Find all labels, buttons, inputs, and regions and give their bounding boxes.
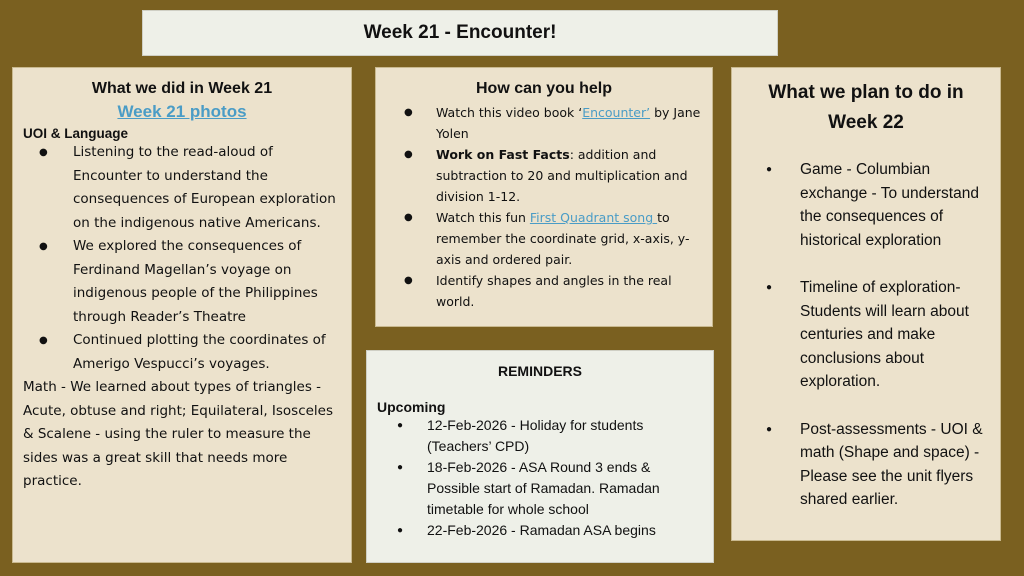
encounter-video-link[interactable]: Encounter’ bbox=[582, 105, 651, 120]
list-item bbox=[386, 102, 702, 144]
list-item: ● Listening to the read-aloud of Encounter to understand the consequences of European exploration on the indigenous native Americans. bbox=[23, 141, 341, 235]
reminders-list bbox=[377, 415, 703, 541]
help-item-text: Watch this video book ‘ bbox=[436, 105, 583, 120]
help-panel bbox=[375, 67, 713, 327]
list-item: ● Game - Columbian exchange - To understand the consequences of historical exploration bbox=[744, 158, 988, 252]
help-item-text: Watch this fun bbox=[436, 210, 530, 225]
plan-list bbox=[744, 158, 988, 512]
plan-panel bbox=[731, 67, 1001, 541]
math-paragraph: Math - We learned about types of triangles - Acute, obtuse and right; Equilateral, Isosceles & Scalene - using the ruler to measure the sides was a great skill that needs more practice. bbox=[23, 379, 334, 489]
week21-photos-link[interactable]: Week 21 photos bbox=[117, 102, 247, 121]
help-item-text: by Jane Yolen bbox=[436, 105, 701, 141]
list-item bbox=[386, 144, 702, 207]
help-heading: How can you help bbox=[475, 80, 612, 97]
title-banner bbox=[142, 10, 778, 56]
help-item-text: to remember the coordinate grid, x-axis, y-axis and ordered pair. bbox=[436, 210, 690, 267]
week21-panel bbox=[12, 67, 352, 563]
reminders-panel bbox=[366, 350, 714, 563]
plan-heading: What we plan to do in Week 22 bbox=[768, 82, 964, 133]
list-item: ● 22-Feb-2026 - Ramadan ASA begins bbox=[377, 520, 703, 541]
uoi-language-subheading: UOI & Language bbox=[23, 126, 129, 141]
list-item: ● 12-Feb-2026 - Holiday for students (Teachers’ CPD) bbox=[377, 415, 703, 457]
upcoming-label: Upcoming bbox=[377, 399, 446, 415]
list-item: ● Timeline of exploration- Students will learn about centuries and make conclusions about exploration. bbox=[744, 276, 988, 394]
help-list bbox=[386, 102, 702, 312]
list-item: ● Continued plotting the coordinates of Amerigo Vespucci’s voyages. bbox=[23, 329, 341, 376]
list-item: ● Identify shapes and angles in the real world. bbox=[386, 270, 702, 312]
list-item: ● 18-Feb-2026 - ASA Round 3 ends & Possible start of Ramadan. Ramadan timetable for whole school bbox=[377, 457, 703, 520]
fast-facts-label: Work on Fast Facts bbox=[436, 147, 570, 162]
list-item: ● Post-assessments - UOI & math (Shape and space) - Please see the unit flyers shared earlier. bbox=[744, 418, 988, 512]
help-item-text: : addition and subtraction to 20 and multiplication and division 1-12. bbox=[436, 147, 688, 204]
week21-heading: What we did in Week 21 bbox=[91, 80, 273, 97]
list-item bbox=[386, 207, 702, 270]
reminders-heading: REMINDERS bbox=[497, 363, 582, 379]
list-item: ● We explored the consequences of Ferdinand Magellan’s voyage on indigenous people of the Philippines through Reader’s Theatre bbox=[23, 235, 341, 329]
quadrant-song-link[interactable]: First Quadrant song bbox=[529, 210, 658, 225]
page-title: Week 21 - Encounter! bbox=[363, 22, 557, 43]
week21-list bbox=[23, 141, 341, 376]
